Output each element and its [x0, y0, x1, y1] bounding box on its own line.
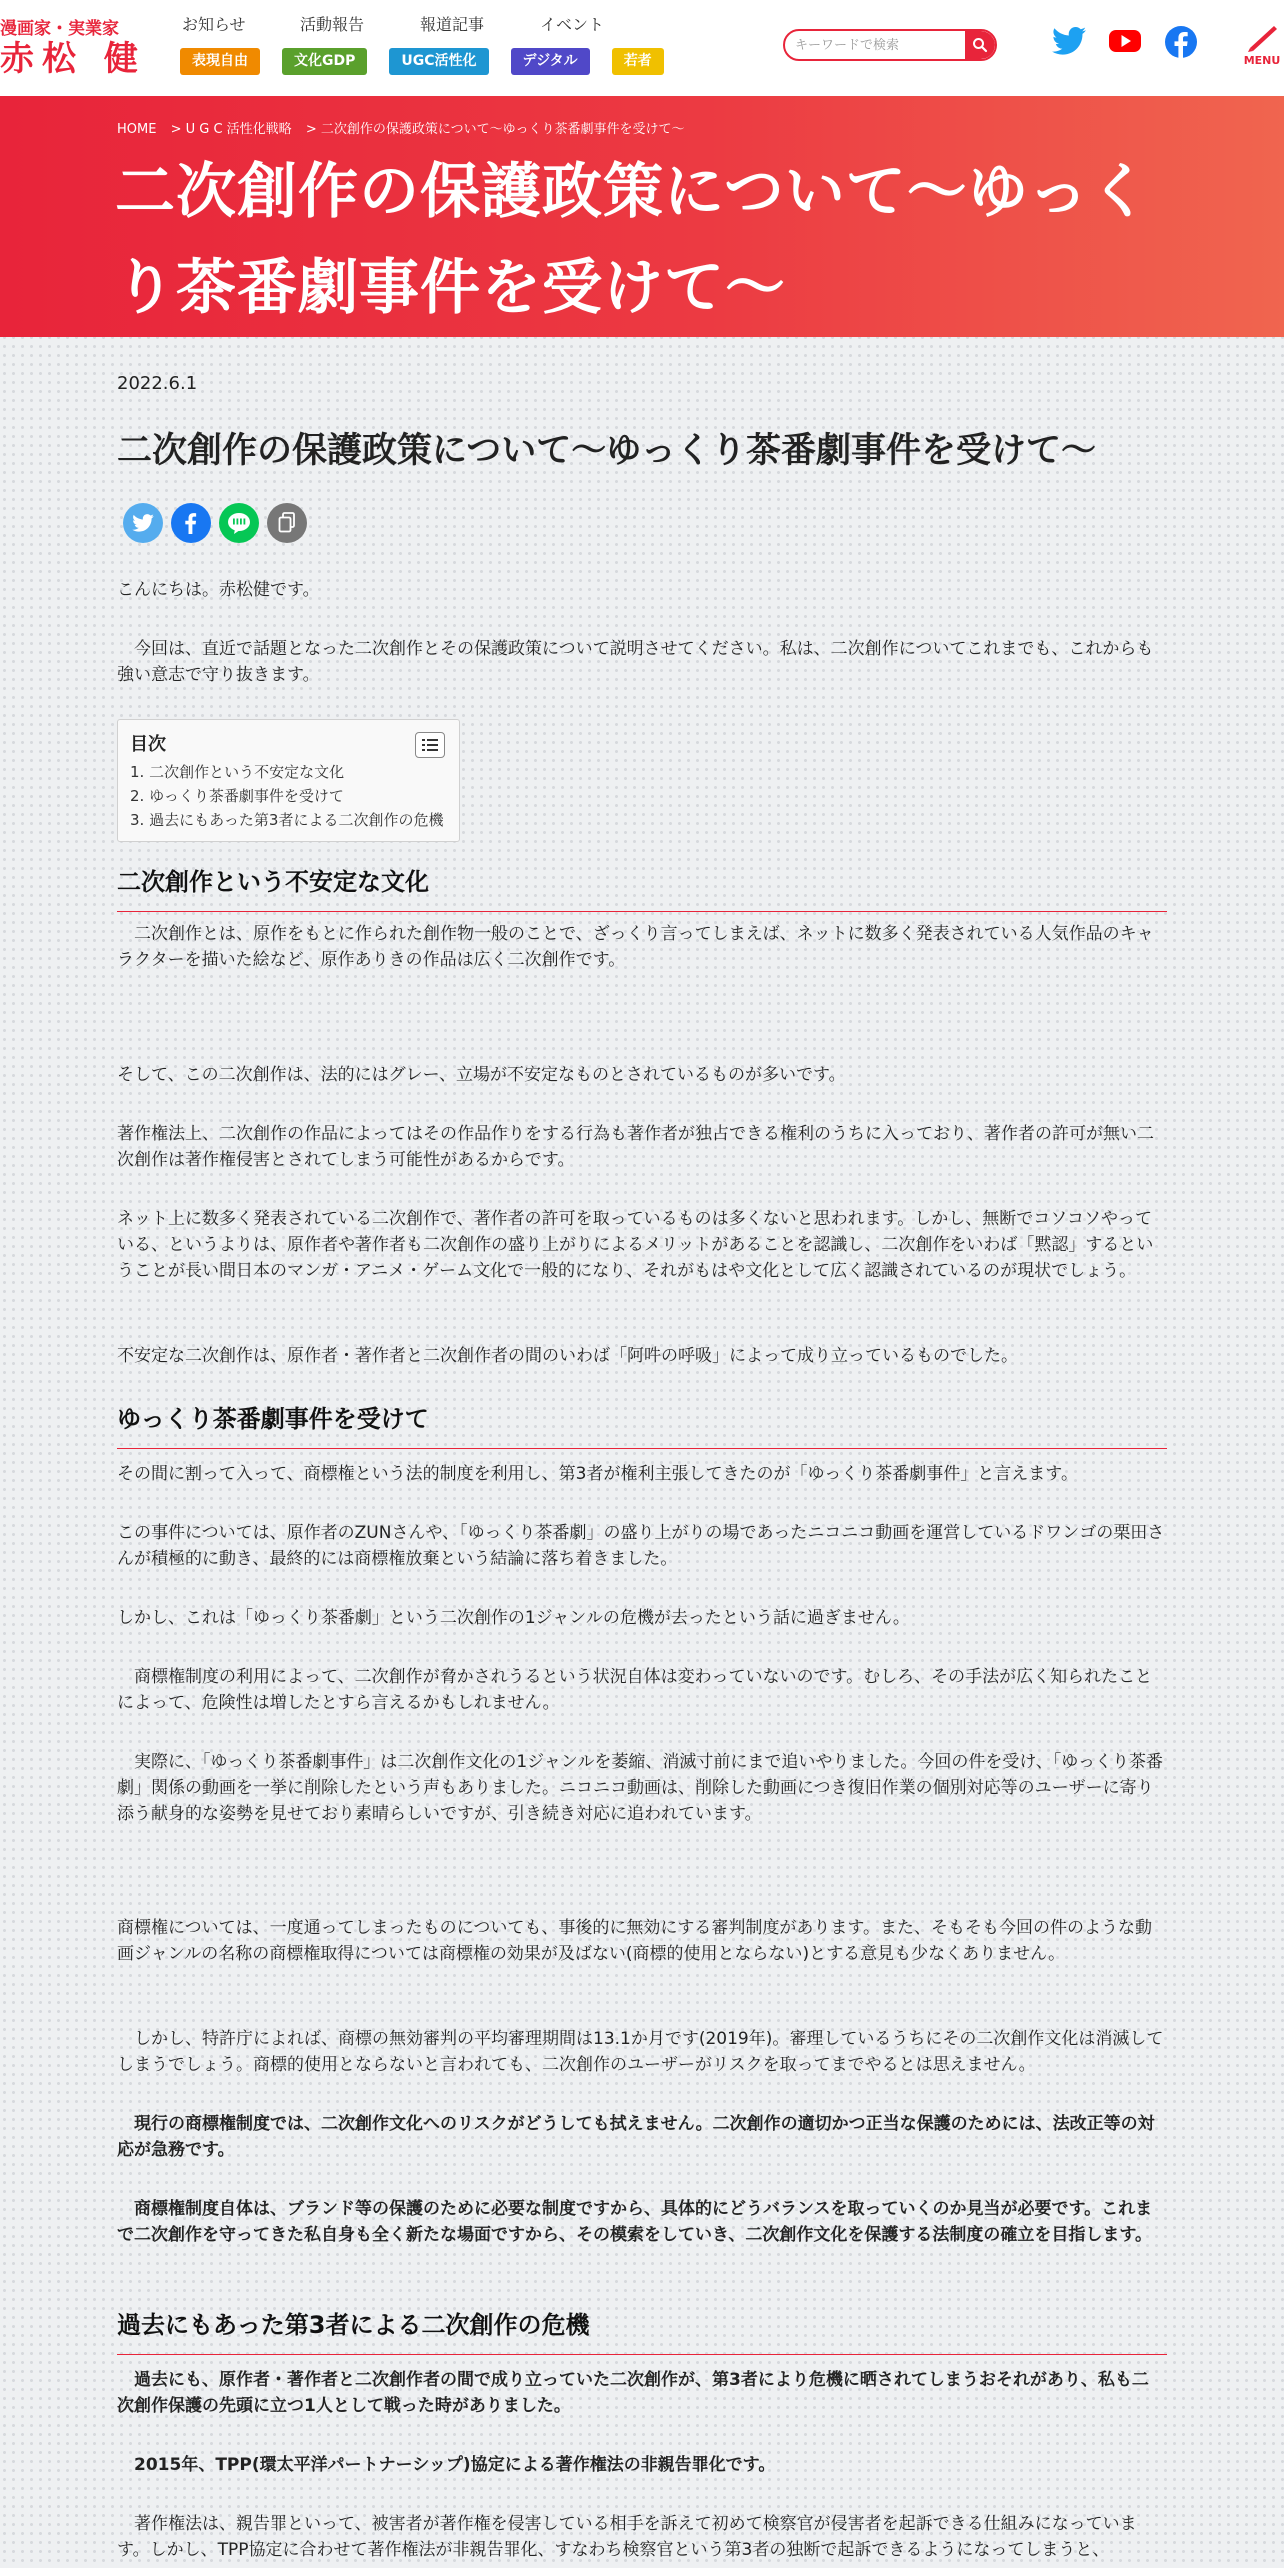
section1-paragraph-2: そして、この二次創作は、法的にはグレー、立場が不安定なものとされているものが多いです。 — [117, 1065, 846, 1085]
tag-culture-gdp[interactable]: 文化GDP — [282, 48, 367, 75]
section1-paragraph-3: 著作権法上、二次創作の作品によってはその作品作りをする行為も著作者が独占できる権利のうちに入っており、著作者の許可が無い二次創作は著作権侵害とされてしまう可能性があるからです。 — [117, 1124, 1154, 1170]
section-heading-1: 二次創作という不安定な文化 — [117, 862, 1167, 912]
search-icon — [972, 37, 988, 53]
nav-events[interactable]: イベント — [540, 15, 605, 34]
section1-paragraph-1: 二次創作とは、原作をもとに作られた創作物一般のことで、ざっくり言ってしまえば、ネットに数多く発表されている人気作品のキャラクターを描いた絵など、原作ありきの作品は広く二次創作です。 — [117, 924, 1154, 970]
breadcrumb-current: > 二次創作の保護政策について〜ゆっくり茶番劇事件を受けて〜 — [305, 122, 685, 137]
section-heading-2: ゆっくり茶番劇事件を受けて — [117, 1399, 1167, 1449]
breadcrumb — [117, 118, 694, 137]
share-buttons — [123, 503, 315, 543]
intro-paragraph: 今回は、直近で話題となった二次創作とその保護政策について説明させてください。私は、二次創作についてこれまでも、これからも強い意志で守り抜きます。 — [117, 639, 1154, 685]
nav-activity[interactable]: 活動報告 — [300, 15, 365, 34]
site-logo[interactable] — [0, 18, 146, 78]
search-button[interactable] — [965, 31, 995, 59]
intro-greeting: こんにちは。赤松健です。 — [117, 580, 320, 600]
logo-subtitle: 漫画家・実業家 — [0, 19, 119, 39]
section2-paragraph-8: 現行の商標権制度では、二次創作文化へのリスクがどうしても拭えません。二次創作の適切かつ正当な保護のためには、法改正等の対応が急務です。 — [117, 2114, 1155, 2160]
youtube-link[interactable] — [1108, 26, 1142, 60]
section1-paragraph-4: ネット上に数多く発表されている二次創作で、著作者の許可を取っているものは多くないと思われます。しかし、無断でコソコソやっている、というよりは、原作者や著作者も二次創作の盛り上がりによるメリットがあることを認識し、二次創作をいわば「黙認」するということが長い間日本のマンガ・アニメ・ゲーム文化で一般的になり、それがもはや文化として広く認識されているのが現状でしょう。 — [117, 1209, 1154, 1281]
section1-paragraph-5: 不安定な二次創作は、原作者・著作者と二次創作者の間のいわば「阿吽の呼吸」によって成り立っているものでした。 — [117, 1346, 1018, 1366]
page-title: 二次創作の保護政策について〜ゆっくり茶番劇事件を受けて〜 — [115, 157, 1151, 323]
tag-ugc[interactable]: UGC活性化 — [389, 48, 488, 75]
youtube-icon — [1108, 26, 1142, 56]
article-title: 二次創作の保護政策について〜ゆっくり茶番劇事件を受けて〜 — [117, 431, 1096, 471]
share-line-button[interactable] — [219, 503, 259, 543]
section2-paragraph-5: 実際に、「ゆっくり茶番劇事件」は二次創作文化の1ジャンルを萎縮、消滅寸前にまで追いやりました。今回の件を受け、「ゆっくり茶番劇」関係の動画を一挙に削除したという声もありました。ニコニコ動画は、削除した動画につき復旧作業の個別対応等のユーザーに寄り添う献身的な姿勢を見せており素晴らしいですが、引き続き対応に追われています。 — [117, 1752, 1164, 1824]
tag-free-expression[interactable]: 表現自由 — [180, 48, 260, 75]
breadcrumb-category[interactable]: > U G C 活性化戦略 — [170, 122, 292, 137]
section2-paragraph-1: その間に割って入って、商標権という法的制度を利用し、第3者が権利主張してきたのが「ゆっくり茶番劇事件」と言えます。 — [117, 1464, 1078, 1484]
share-facebook-button[interactable] — [171, 503, 211, 543]
copy-link-button[interactable] — [267, 503, 307, 543]
breadcrumb-home[interactable]: HOME — [117, 122, 157, 137]
page-hero — [0, 96, 1284, 337]
nav-press[interactable]: 報道記事 — [420, 15, 485, 34]
toc-toggle-button[interactable] — [415, 732, 445, 758]
section3-paragraph-2: 2015年、TPP(環太平洋パートナーシップ)協定による著作権法の非親告罪化です。 — [117, 2455, 776, 2475]
logo-name: 赤松 健 — [0, 39, 146, 79]
section2-paragraph-6: 商標権については、一度通ってしまったものについても、事後的に無効にする審判制度があります。また、そもそも今回の件のような動画ジャンルの名称の商標権取得については商標権の効果が及ばない(商標的使用とならない)とする意見も少なくありません。 — [117, 1918, 1152, 1964]
line-icon — [226, 511, 252, 535]
twitter-icon — [1052, 26, 1086, 56]
list-icon — [422, 738, 438, 752]
policy-tags — [180, 48, 686, 75]
menu-label: MENU — [1243, 54, 1281, 67]
twitter-icon — [132, 514, 154, 532]
section2-paragraph-3: しかし、これは「ゆっくり茶番劇」という二次創作の1ジャンルの危機が去ったという話に過ぎません。 — [117, 1608, 910, 1628]
section2-paragraph-9: 商標権制度自体は、ブランド等の保護のために必要な制度ですから、具体的にどうバランスを取っていくのか見当が必要です。これまで二次創作を守ってきた私自身も全く新たな場面ですから、その模索をしていき、二次創作文化を保護する法制度の確立を目指します。 — [117, 2199, 1153, 2245]
twitter-link[interactable] — [1052, 26, 1086, 60]
facebook-link[interactable] — [1165, 26, 1197, 62]
toc-item-2[interactable]: 2. ゆっくり茶番劇事件を受けて — [130, 787, 344, 805]
section2-paragraph-4: 商標権制度の利用によって、二次創作が脅かされうるという状況自体は変わっていないのです。むしろ、その手法が広く知られたことによって、危険性は増したとすら言えるかもしれません。 — [117, 1667, 1153, 1713]
section3-paragraph-3: 著作権法は、親告罪といって、被害者が著作権を侵害している相手を訴えて初めて検察官が侵害者を起訴できる仕組みになっています。しかし、TPP協定に合わせて著作権法が非親告罪化、すなわち検察官という第3者の独断で起訴できるようになってしまうと、 — [117, 2514, 1137, 2560]
tag-youth[interactable]: 若者 — [612, 48, 664, 75]
nav-news[interactable]: お知らせ — [182, 15, 246, 34]
facebook-icon — [1165, 26, 1197, 58]
pen-icon — [1244, 22, 1280, 52]
toc-title: 目次 — [130, 734, 166, 755]
facebook-icon — [180, 512, 202, 534]
section2-paragraph-7: しかし、特許庁によれば、商標の無効審判の平均審理期間は13.1か月です(2019年)。審理しているうちにその二次創作文化は消滅してしまうでしょう。商標的使用とならないと言われても、二次創作のユーザーがリスクを取ってまでやるとは思えません。 — [117, 2029, 1164, 2075]
share-twitter-button[interactable] — [123, 503, 163, 543]
menu-button[interactable] — [1240, 22, 1284, 66]
search-box — [783, 29, 997, 61]
section2-paragraph-2: この事件については、原作者のZUNさんや、「ゆっくり茶番劇」の盛り上がりの場であったニコニコ動画を運営しているドワンゴの栗田さんが積極的に動き、最終的には商標権放棄という結論に落ち着きました。 — [117, 1523, 1165, 1569]
section-heading-3: 過去にもあった第3者による二次創作の危機 — [117, 2305, 1167, 2355]
section3-paragraph-1: 過去にも、原作者・著作者と二次創作者の間で成り立っていた二次創作が、第3者により危機に晒されてしまうおそれがあり、私も二次創作保護の先頭に立つ1人として戦った時がありました。 — [117, 2370, 1149, 2416]
post-date: 2022.6.1 — [117, 373, 198, 394]
toc-item-3[interactable]: 3. 過去にもあった第3者による二次創作の危機 — [130, 811, 444, 829]
main-nav — [180, 14, 686, 75]
table-of-contents — [117, 719, 460, 842]
tag-digital[interactable]: デジタル — [511, 48, 590, 75]
search-input[interactable] — [785, 31, 955, 59]
site-header — [0, 0, 1284, 96]
copy-icon — [278, 512, 296, 534]
toc-item-1[interactable]: 1. 二次創作という不安定な文化 — [130, 763, 345, 781]
